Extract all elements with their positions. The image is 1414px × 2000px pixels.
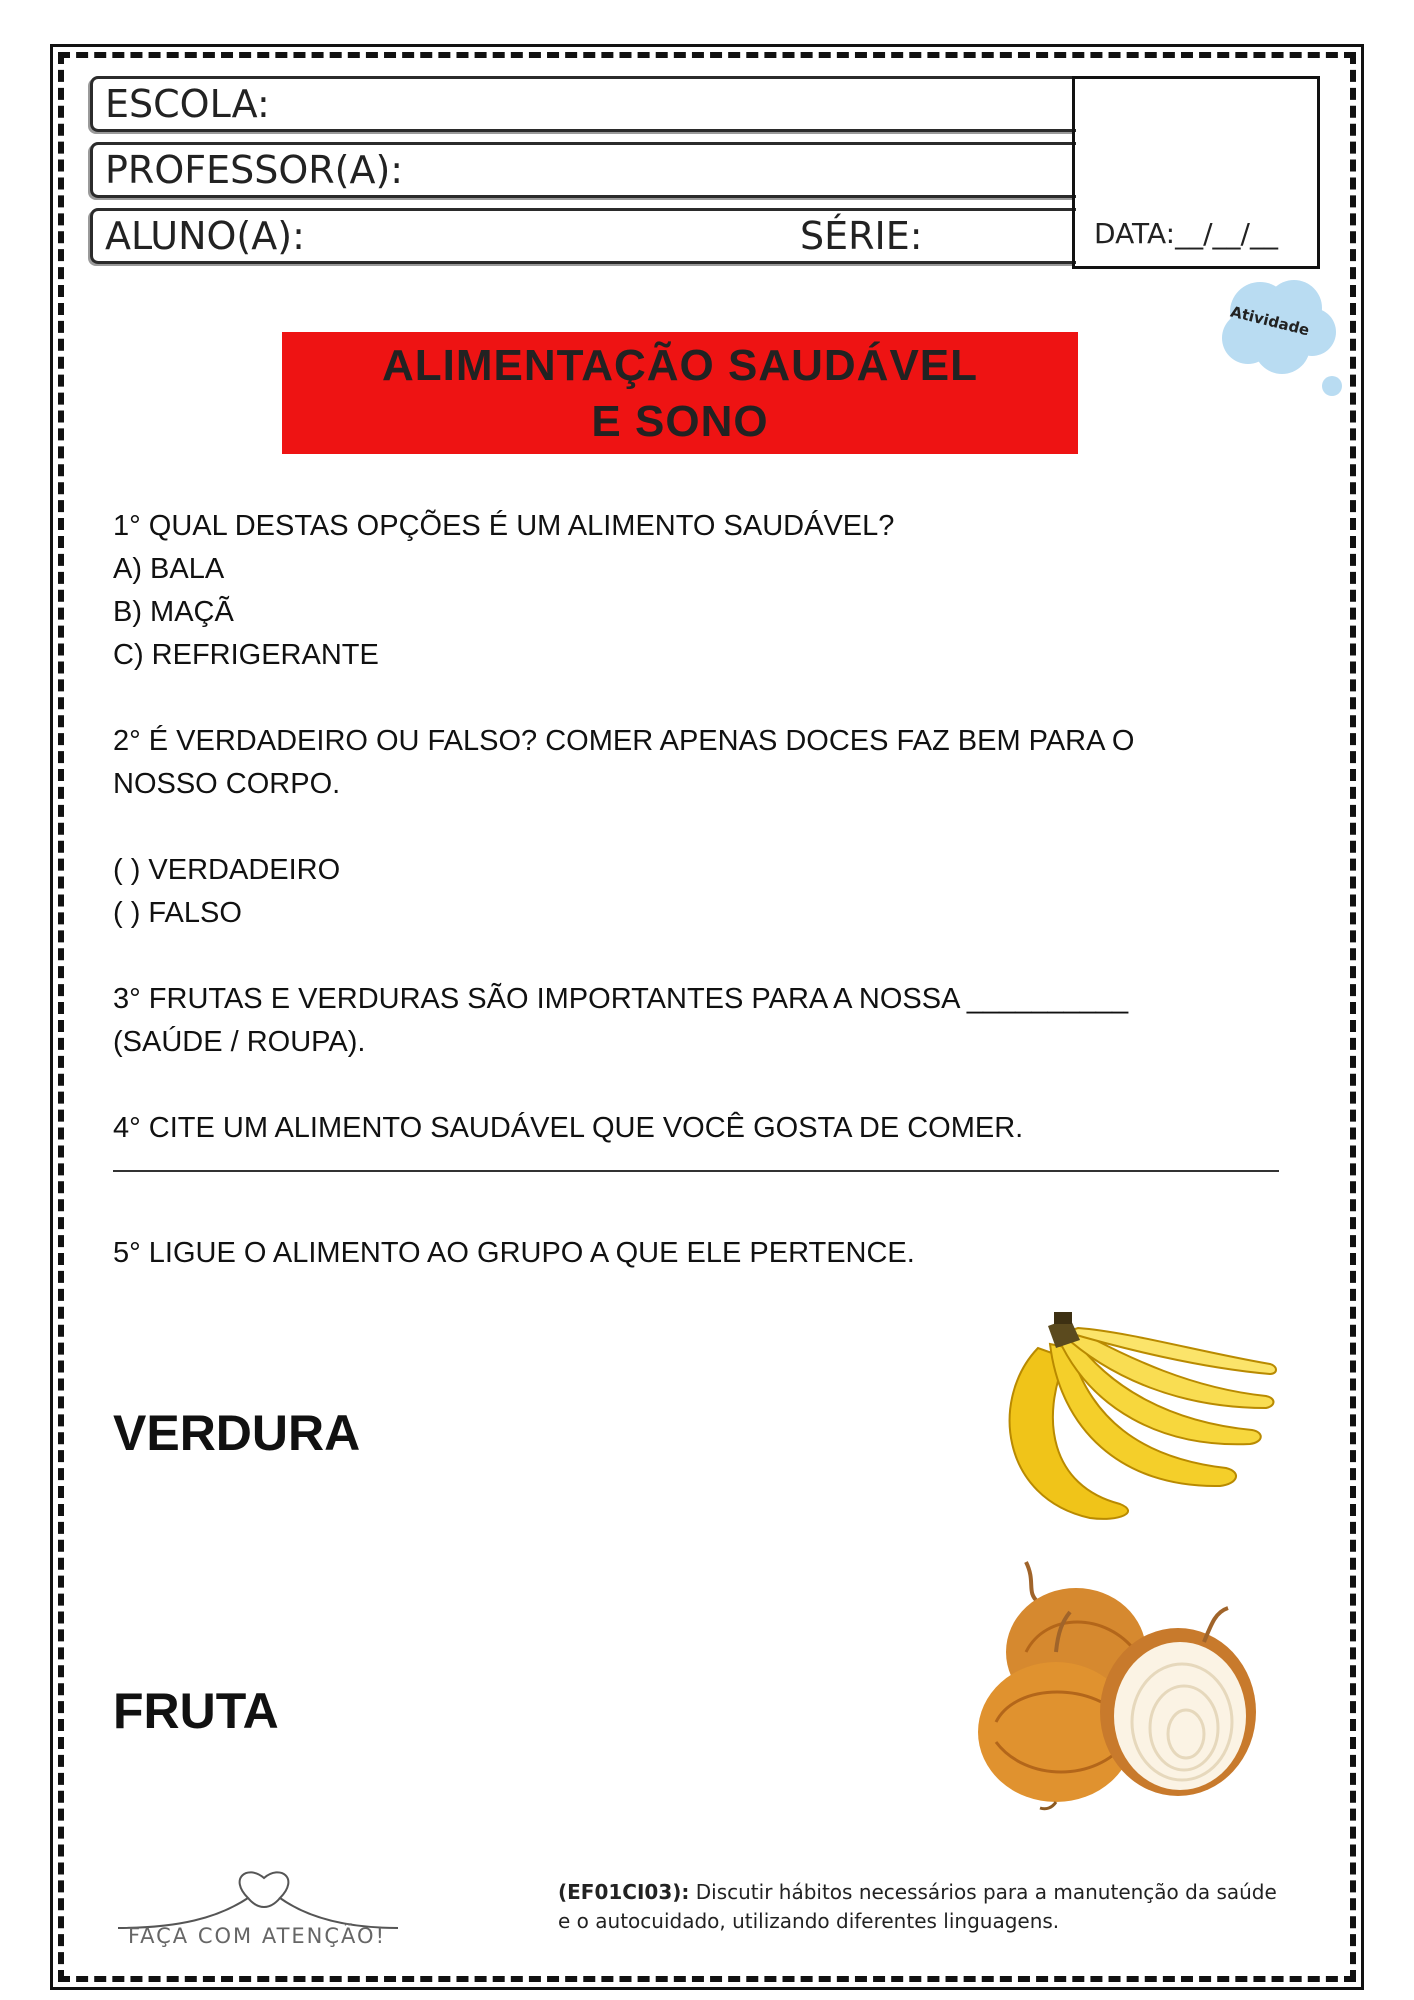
question-2-text-line-1: 2° É VERDADEIRO OU FALSO? COMER APENAS DOCES FAZ BEM PARA O [113, 725, 1135, 757]
title-line-1: ALIMENTAÇÃO SAUDÁVEL [381, 341, 979, 390]
cloud-badge-icon [1208, 274, 1344, 398]
question-1-option-b[interactable]: B) MAÇÃ [113, 596, 234, 628]
title-line-2: E SONO [591, 397, 769, 446]
question-1-option-a[interactable]: A) BALA [113, 553, 225, 585]
footer-note [558, 1878, 1278, 1936]
onion-image[interactable] [966, 1552, 1266, 1812]
question-4-text: 4° CITE UM ALIMENTO SAUDÁVEL QUE VOCÊ GOSTA DE COMER. [113, 1112, 1024, 1144]
question-5-text: 5° LIGUE O ALIMENTO AO GRUPO A QUE ELE PERTENCE. [113, 1237, 915, 1269]
group-label-verdura[interactable]: VERDURA [113, 1405, 361, 1461]
question-2-option-false[interactable]: ( ) FALSO [113, 897, 242, 929]
serie-label: SÉRIE: [800, 214, 923, 258]
logo-text: FAÇA COM ATENÇÃO! [128, 1924, 386, 1948]
escola-field[interactable] [90, 76, 1076, 132]
escola-label: ESCOLA: [105, 82, 270, 126]
professor-label: PROFESSOR(A): [105, 148, 404, 192]
banana-image[interactable] [970, 1308, 1280, 1528]
aluno-field[interactable] [90, 208, 1076, 264]
question-2-option-true[interactable]: ( ) VERDADEIRO [113, 854, 341, 886]
footer-description: Discutir hábitos necessários para a manutenção da saúde e o autocuidado, utilizando diferentes linguagens. [558, 1880, 1277, 1933]
date-label: DATA:__/__/__ [1094, 217, 1278, 250]
question-2-text-line-2: NOSSO CORPO. [113, 768, 341, 800]
questions-section [113, 505, 1293, 1150]
footer-code: (EF01CI03): [558, 1880, 690, 1904]
group-label-fruta[interactable]: FRUTA [113, 1683, 279, 1739]
activity-badge-label: Atividade [1228, 302, 1312, 340]
aluno-label: ALUNO(A): [105, 214, 305, 258]
question-4-answer-line[interactable] [113, 1170, 1279, 1172]
professor-field[interactable] [90, 142, 1076, 198]
title-banner [282, 332, 1078, 454]
question-3-text-line-2: (SAÚDE / ROUPA). [113, 1026, 366, 1058]
question-3-text-line-1: 3° FRUTAS E VERDURAS SÃO IMPORTANTES PARA A NOSSA __________ [113, 983, 1129, 1015]
question-1-text: 1° QUAL DESTAS OPÇÕES É UM ALIMENTO SAUDÁVEL? [113, 510, 895, 542]
question-1-option-c[interactable]: C) REFRIGERANTE [113, 639, 379, 671]
